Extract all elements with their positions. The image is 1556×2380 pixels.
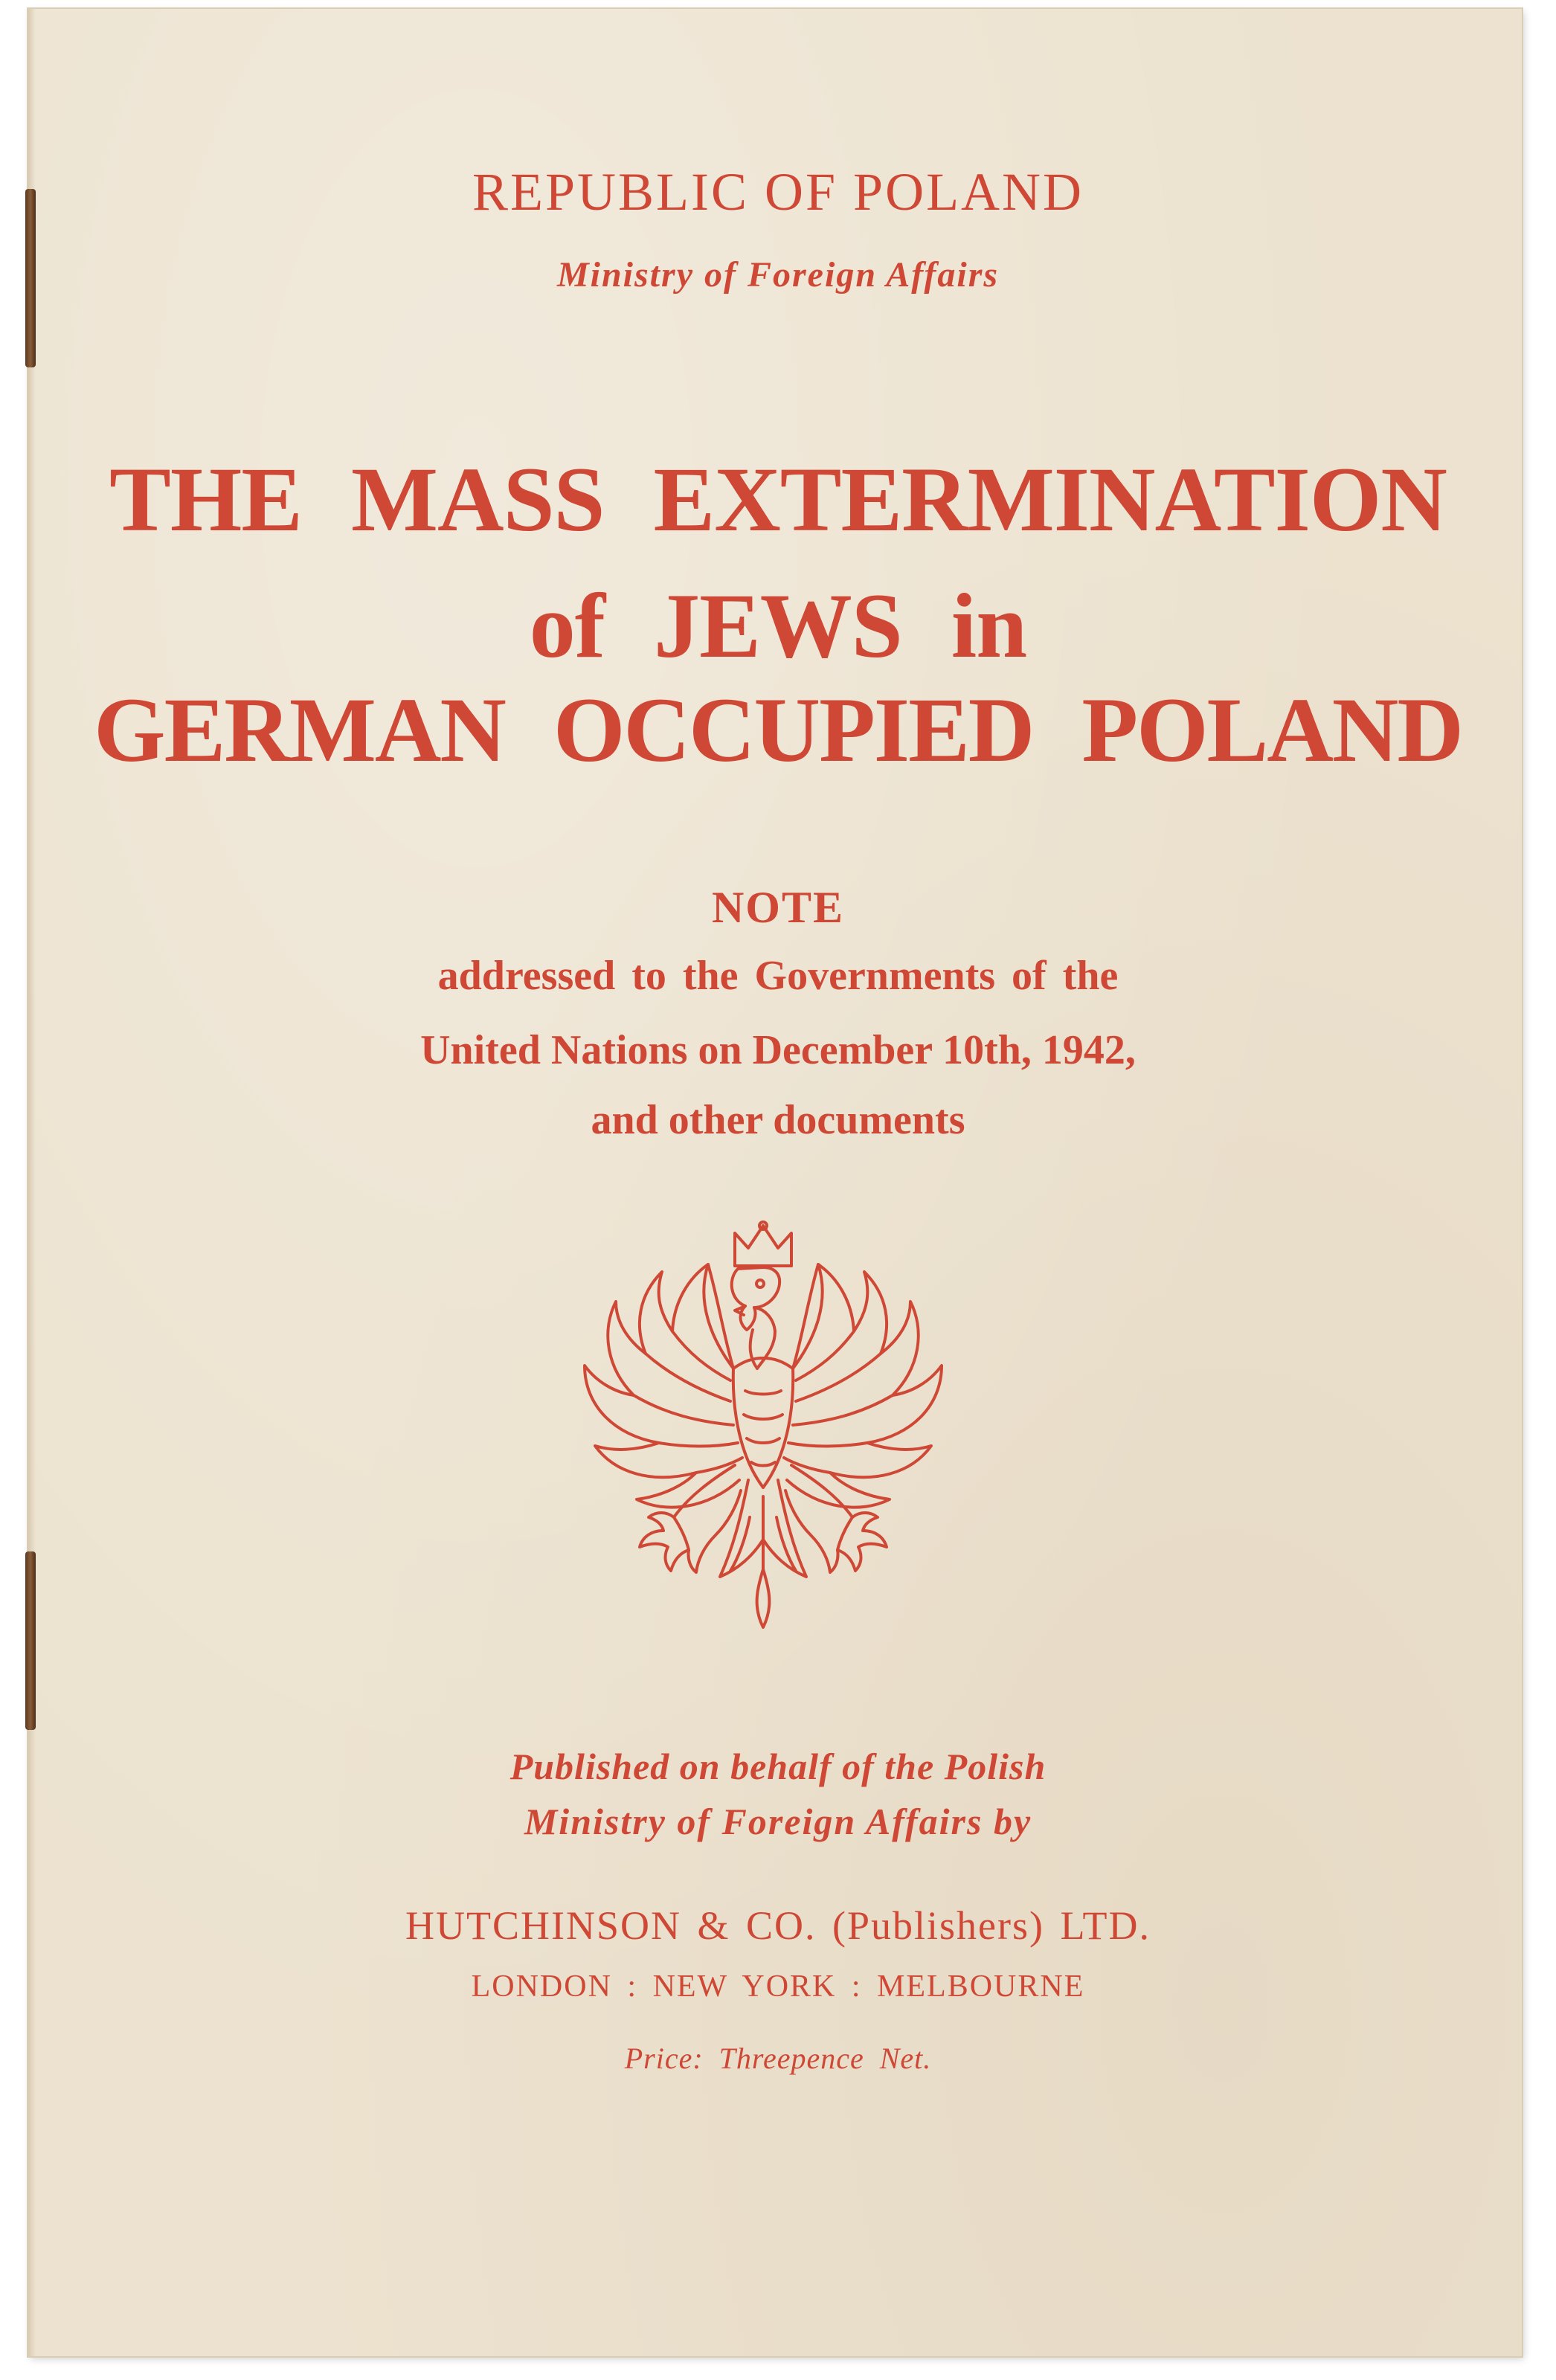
staple-bottom [25, 1551, 36, 1730]
polish-crowned-eagle-icon [562, 1220, 964, 1636]
ministry-subheading: Ministry of Foreign Affairs [556, 255, 1000, 295]
title-line-2: of JEWS in [529, 575, 1027, 677]
published-on-behalf-line-2: Ministry of Foreign Affairs by [524, 1801, 1032, 1842]
note-line-1: addressed to the Governments of the [437, 953, 1119, 999]
publisher-cities: LONDON : NEW YORK : MELBOURNE [471, 1969, 1085, 2004]
price-line: Price: Threepence Net. [624, 2042, 932, 2075]
published-on-behalf-line-1: Published on behalf of the Polish [509, 1746, 1047, 1787]
booklet-cover [28, 9, 1522, 2356]
note-line-2: United Nations on December 10th, 1942, [420, 1027, 1136, 1073]
title-line-3: GERMAN OCCUPIED POLAND [94, 679, 1462, 781]
publisher-name: HUTCHINSON & CO. (Publishers) LTD. [405, 1903, 1151, 1948]
note-line-3: and other documents [591, 1097, 965, 1143]
title-line-1: THE MASS EXTERMINATION [109, 448, 1447, 550]
note-heading: NOTE [711, 883, 845, 932]
country-heading: REPUBLIC OF POLAND [472, 162, 1084, 222]
